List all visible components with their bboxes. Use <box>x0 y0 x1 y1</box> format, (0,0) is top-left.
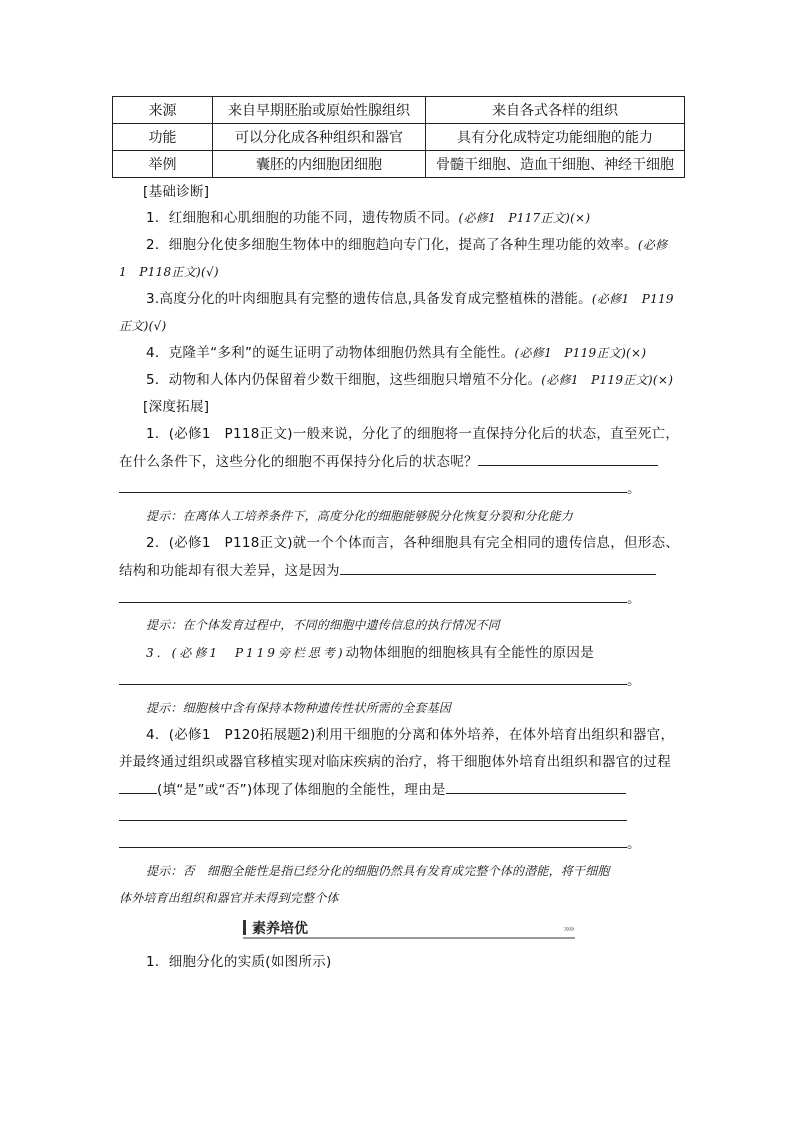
question-2-line-1: 2．(必修1 P118正文)就一个个体而言，各种细胞具有完全相同的遗传信息，但形态、 <box>146 535 680 551</box>
answer-blank[interactable] <box>119 779 157 794</box>
question-ref: 3．(必修1 P119旁栏思考) <box>146 646 346 660</box>
hint-1: 提示：在离体人工培养条件下，高度分化的细胞能够脱分化恢复分裂和分化能力 <box>146 509 574 523</box>
hint-4-line-1: 提示：否 细胞全能性是指已经分化的细胞仍然具有发育成完整个体的潜能，将干细胞 <box>146 864 610 878</box>
item-text: 3.高度分化的叶肉细胞具有完整的遗传信息,具备发育成完整植株的潜能。 <box>146 291 592 307</box>
question-2-line-3 <box>119 588 641 609</box>
item-ref: (必修1 P119 <box>591 292 674 306</box>
answer-blank[interactable] <box>119 478 627 493</box>
question-1-line-1: 1．(必修1 P118正文)一般来说，分化了的细胞将一直保持分化后的状态，直至死亡， <box>146 426 680 442</box>
table-cell: 囊胚的内细胞团细胞 <box>213 151 426 178</box>
hint-2: 提示：在个体发育过程中，不同的细胞中遗传信息的执行情况不同 <box>146 618 500 632</box>
basic-heading: [基础诊断] <box>143 184 210 200</box>
answer-blank[interactable] <box>446 779 626 794</box>
item-ref: (必修1 P117正文)(×) <box>458 211 591 225</box>
basic-item-2-cont: 1 P118正文)(√) <box>119 265 219 279</box>
basic-item-3 <box>146 289 674 309</box>
hint-4-line-2: 体外培育出组织和器官并未得到完整个体 <box>119 891 339 905</box>
section-item-1: 1．细胞分化的实质(如图所示) <box>146 954 332 970</box>
banner-bar <box>243 920 246 935</box>
table-row <box>113 97 685 124</box>
period: 。 <box>627 673 641 689</box>
section-title: 素养培优 <box>252 921 308 937</box>
question-4-line-4 <box>119 806 627 827</box>
question-4-line-5 <box>119 833 641 854</box>
section-banner <box>243 917 575 939</box>
question-1-line-2 <box>119 451 658 472</box>
item-ref: (必修1 P119正文)(×) <box>514 346 647 360</box>
period: 。 <box>627 591 641 607</box>
deep-heading: [深度拓展] <box>143 399 210 415</box>
question-1-line-3 <box>119 478 641 499</box>
table-cell: 来源 <box>113 97 213 124</box>
question-4-line-2: 并最终通过组织或器官移植实现对临床疾病的治疗，将干细胞体外培育出组织和器官的过程 <box>119 754 671 770</box>
table-cell: 来自早期胚胎或原始性腺组织 <box>213 97 426 124</box>
table-cell: 功能 <box>113 124 213 151</box>
question-text: 结构和功能却有很大差异，这是因为 <box>119 563 340 579</box>
item-text: 1．红细胞和心肌细胞的功能不同，遗传物质不同。 <box>146 210 459 226</box>
answer-blank[interactable] <box>340 560 656 575</box>
item-text: 2．细胞分化使多细胞生物体中的细胞趋向专门化，提高了各种生理功能的效率。 <box>146 237 638 253</box>
basic-item-3-cont: 正文)(√) <box>119 319 167 333</box>
table-cell: 来自各式各样的组织 <box>426 97 685 124</box>
question-3-line-2 <box>119 670 641 691</box>
chevron-right-icon: »» <box>563 922 573 935</box>
item-text: 5．动物和人体内仍保留着少数干细胞，这些细胞只增殖不分化。 <box>146 372 542 388</box>
question-4-line-1: 4．(必修1 P120拓展题2)利用干细胞的分离和体外培养，在体外培育出组织和器官， <box>146 727 675 743</box>
banner-underline <box>243 937 575 939</box>
question-2-line-2 <box>119 560 656 581</box>
basic-item-1 <box>146 208 590 228</box>
question-text: 动物体细胞的细胞核具有全能性的原因是 <box>345 645 595 661</box>
item-ref: (必修1 P119正文)(×) <box>541 373 674 387</box>
basic-item-4 <box>146 343 646 363</box>
basic-item-2 <box>146 235 667 255</box>
question-3-line-1 <box>146 643 594 663</box>
table-row <box>113 124 685 151</box>
table-cell: 具有分化成特定功能细胞的能力 <box>426 124 685 151</box>
question-text: (填“是”或“否”)体现了体细胞的全能性，理由是 <box>157 782 446 798</box>
comparison-table <box>112 96 685 178</box>
answer-blank[interactable] <box>478 451 658 466</box>
table-cell: 骨髓干细胞、造血干细胞、神经干细胞 <box>426 151 685 178</box>
answer-blank[interactable] <box>119 806 627 821</box>
basic-item-5 <box>146 370 673 390</box>
answer-blank[interactable] <box>119 588 627 603</box>
period: 。 <box>627 836 641 852</box>
table-cell: 可以分化成各种组织和器官 <box>213 124 426 151</box>
period: 。 <box>627 481 641 497</box>
item-ref: (必修 <box>637 238 668 252</box>
answer-blank[interactable] <box>119 833 627 848</box>
table-cell: 举例 <box>113 151 213 178</box>
item-text: 4．克隆羊“多利”的诞生证明了动物体细胞仍然具有全能性。 <box>146 345 515 361</box>
table-row <box>113 151 685 178</box>
hint-3: 提示：细胞核中含有保持本物种遗传性状所需的全套基因 <box>146 701 452 715</box>
question-4-line-3 <box>119 779 626 800</box>
answer-blank[interactable] <box>119 670 627 685</box>
question-text: 在什么条件下，这些分化的细胞不再保持分化后的状态呢？ <box>119 454 478 470</box>
